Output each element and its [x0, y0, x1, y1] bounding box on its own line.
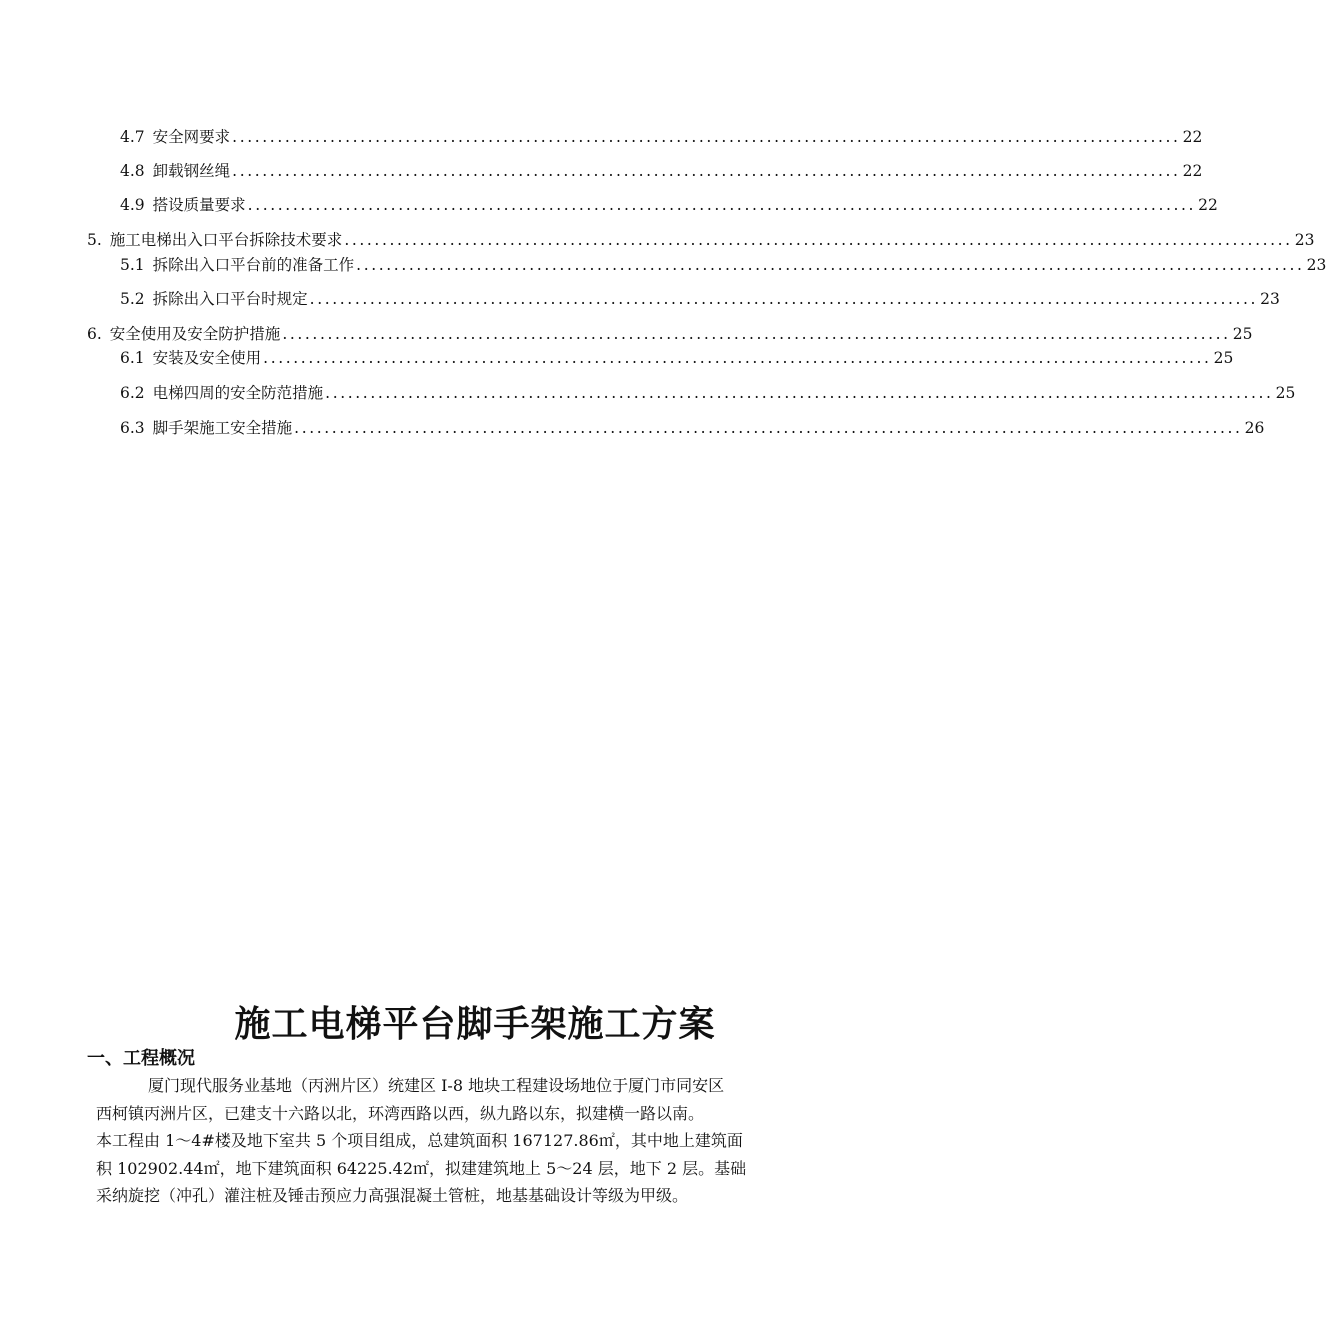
toc-leader-dots: ..............................................................................................................................: [232, 128, 1181, 146]
paragraph-line: 采纳旋挖（冲孔）灌注桩及锤击预应力高强混凝土管桩，地基基础设计等级为甲级。: [96, 1186, 689, 1205]
toc-entry-number: 6.3: [120, 419, 145, 437]
toc-entry-page: 22: [1182, 162, 1203, 180]
toc-entry-page: 22: [1182, 128, 1203, 146]
toc-entry-label: 拆除出入口平台时规定: [152, 290, 308, 308]
toc-entry-label: 电梯四周的安全防范措施: [152, 384, 324, 402]
toc-entry-label: 卸载钢丝绳: [152, 162, 231, 180]
toc-entry-label: 拆除出入口平台前的准备工作: [152, 256, 355, 274]
toc-entry-number: 5.2: [120, 290, 145, 308]
toc-entry-label: 脚手架施工安全措施: [152, 419, 293, 437]
toc-leader-dots: ..............................................................................................................................: [263, 349, 1212, 367]
paragraph-line: 厦门现代服务业基地（丙洲片区）统建区 I-8 地块工程建设场地位于厦门市同安区: [148, 1076, 725, 1095]
toc-entry-number: 5.1: [120, 256, 145, 274]
toc-entry-page: 26: [1244, 419, 1265, 437]
toc-entry[interactable]: [120, 381, 1296, 405]
toc-leader-dots: ..............................................................................................................................: [247, 196, 1197, 214]
body-paragraph: [96, 1072, 841, 1210]
toc-entry[interactable]: [120, 287, 1280, 311]
toc-entry-label: 施工电梯出入口平台拆除技术要求: [109, 231, 343, 249]
toc-entry-number: 4.9: [120, 196, 145, 214]
toc-entry[interactable]: [120, 346, 1234, 370]
toc-entry-number: 4.8: [120, 162, 145, 180]
paragraph-line: 本工程由 1～4#楼及地下室共 5 个项目组成，总建筑面积 167127.86㎡，其中地上建筑面: [96, 1131, 743, 1150]
toc-entry-page: 25: [1275, 384, 1296, 402]
toc-entry[interactable]: [120, 125, 1203, 149]
toc-leader-dots: ..............................................................................................................................: [344, 231, 1293, 249]
toc-leader-dots: ..............................................................................................................................: [232, 162, 1181, 180]
toc-entry[interactable]: [120, 253, 1326, 277]
toc-entry-page: 23: [1260, 290, 1280, 308]
toc-entry[interactable]: [87, 322, 1253, 346]
toc-entry[interactable]: [120, 416, 1265, 440]
toc-entry-number: 5.: [87, 231, 102, 249]
toc-entry-page: 23: [1294, 231, 1315, 249]
section-heading: 一、工程概况: [87, 1048, 195, 1069]
toc-entry-label: 安全网要求: [152, 128, 231, 146]
toc-entry-label: 安装及安全使用: [152, 349, 262, 367]
toc-entry-number: 6.2: [120, 384, 145, 402]
paragraph-line: 积 102902.44㎡，地下建筑面积 64225.42㎡，拟建建筑地上 5～24 层，地下 2 层。基础: [96, 1158, 747, 1178]
toc-entry-number: 6.: [87, 325, 102, 343]
paragraph-line: 西柯镇丙洲片区，已建支十六路以北，环湾西路以西，纵九路以东，拟建横一路以南。: [96, 1103, 705, 1123]
toc-entry-page: 22: [1198, 196, 1218, 214]
toc-entry-number: 6.1: [120, 349, 145, 367]
toc-entry[interactable]: [87, 228, 1315, 252]
toc-entry-number: 4.7: [120, 128, 145, 146]
toc-leader-dots: ..............................................................................................................................: [309, 290, 1259, 308]
toc-leader-dots: ..............................................................................................................................: [325, 384, 1274, 402]
toc-entry-page: 25: [1232, 325, 1253, 343]
toc-leader-dots: ..............................................................................................................................: [282, 325, 1231, 343]
toc-entry[interactable]: [120, 159, 1203, 183]
toc-entry-page: 25: [1213, 349, 1234, 367]
toc-leader-dots: ..............................................................................................................................: [356, 256, 1305, 274]
toc-entry-page: 23: [1306, 256, 1326, 274]
toc-entry-label: 搭设质量要求: [152, 196, 246, 214]
document-title: 施工电梯平台脚手架施工方案: [234, 1003, 716, 1045]
toc-leader-dots: ..............................................................................................................................: [294, 419, 1243, 437]
toc-entry[interactable]: [120, 193, 1218, 217]
toc-entry-label: 安全使用及安全防护措施: [109, 325, 281, 343]
